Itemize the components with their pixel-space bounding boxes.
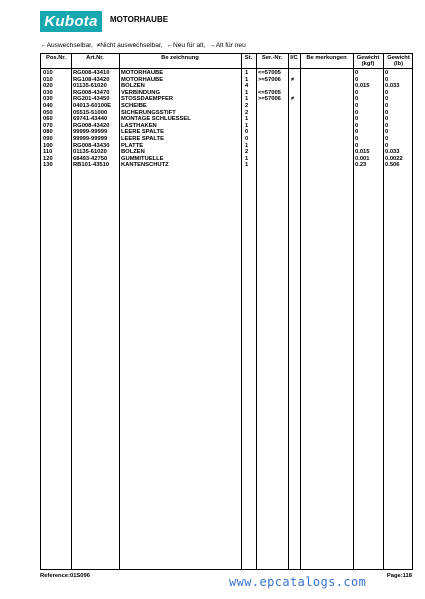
table-row <box>41 90 412 97</box>
cell-desc: LEERE SPALTE <box>121 129 164 136</box>
legend-item-old-for-new: →Alt für neu <box>209 42 246 49</box>
cell-pos: 130 <box>43 162 53 169</box>
cell-lb: 0 <box>385 70 389 76</box>
cell-pos: 090 <box>43 135 53 142</box>
table-row <box>41 123 412 130</box>
cell-qty: 1 <box>245 155 249 162</box>
cell-ic: ≠ <box>291 76 295 83</box>
cell-lb: 0.506 <box>385 162 400 169</box>
cell-desc: SCHEIBE <box>121 102 147 109</box>
cell-qty: 1 <box>245 96 249 103</box>
cell-art: RG008-43420 <box>73 122 110 129</box>
cell-pos: 010 <box>43 76 53 83</box>
cell-art: RG008-43430 <box>73 142 110 149</box>
header-divider <box>41 68 412 69</box>
header-description: Be zeichnung <box>161 55 199 61</box>
cell-kgf: 0 <box>355 76 359 83</box>
cell-art: 99999-99999 <box>73 129 108 136</box>
cell-pos: 030 <box>43 89 53 96</box>
cell-kgf: 0 <box>355 109 359 116</box>
cell-art: RB101-43510 <box>73 162 110 169</box>
cell-kgf: 0 <box>355 122 359 129</box>
cell-pos: 040 <box>43 102 53 109</box>
kubota-logo: Kubota <box>40 11 102 32</box>
header-art: Art.Nr. <box>86 55 104 61</box>
cell-lb: 0 <box>385 102 389 109</box>
legend <box>40 42 248 49</box>
cell-kgf: 0 <box>355 102 359 109</box>
cell-pos: 030 <box>43 96 53 103</box>
cell-art: 04013-60100E <box>73 102 112 109</box>
cell-lb: 0 <box>385 122 389 129</box>
table-row <box>41 70 412 77</box>
cell-kgf: 0 <box>355 96 359 103</box>
table-row <box>41 83 412 90</box>
cell-kgf: 0.001 <box>355 155 370 162</box>
table-row <box>41 77 412 84</box>
header-weight-kgf-line1: Gewicht <box>356 55 380 61</box>
cell-art: 05515-51000 <box>73 109 108 116</box>
cell-qty: 1 <box>245 142 249 149</box>
header-weight-lb <box>383 55 414 67</box>
cell-qty: 4 <box>245 83 249 90</box>
header-pos: Pos.Nr. <box>46 55 66 61</box>
cell-qty: 1 <box>245 76 249 83</box>
cell-qty: 1 <box>245 122 249 129</box>
header-weight-lb-line1: Gewicht <box>387 55 410 61</box>
cell-lb: 0 <box>385 109 389 116</box>
cell-lb: 0.033 <box>385 83 400 90</box>
cell-desc: MONTAGE SCHLUESSEL <box>121 116 191 123</box>
cell-lb: 0 <box>385 116 389 123</box>
header-quantity: St. <box>244 55 253 61</box>
cell-kgf: 0.23 <box>355 162 367 169</box>
cell-art: RG108-43420 <box>73 76 110 83</box>
cell-desc: SICHERUNGSSTIFT <box>121 109 176 116</box>
cell-lb: 0 <box>385 96 389 103</box>
page-number: Page:118 <box>386 573 412 579</box>
cell-pos: 070 <box>43 122 53 129</box>
cell-qty: 1 <box>245 89 249 96</box>
cell-qty: 2 <box>245 149 249 156</box>
legend-item-interchangeable: ←Auswechselbar, <box>40 42 93 49</box>
cell-desc: LEERE SPALTE <box>121 135 164 142</box>
cell-kgf: 0.015 <box>355 83 370 90</box>
cell-desc: KANTENSCHUTZ <box>121 162 169 169</box>
parts-table <box>40 53 413 570</box>
cell-pos: 020 <box>43 83 53 90</box>
table-row <box>41 116 412 123</box>
cell-desc: VERBINDUNG <box>121 89 160 96</box>
cell-lb: 0 <box>385 76 389 83</box>
cell-kgf: 0 <box>355 116 359 123</box>
cell-lb: 0 <box>385 129 389 136</box>
cell-pos: 060 <box>43 116 53 123</box>
legend-item-not-interchangeable: ≠Nicht auswechselbar, <box>96 42 163 49</box>
cell-qty: 1 <box>245 70 249 76</box>
cell-kgf: 0 <box>355 89 359 96</box>
cell-lb: 0 <box>385 135 389 142</box>
cell-art: RG008-43410 <box>73 70 110 76</box>
table-row <box>41 96 412 103</box>
cell-qty: 1 <box>245 162 249 169</box>
cell-lb: 0 <box>385 89 389 96</box>
cell-desc: STOSSDAEMPFER <box>121 96 174 103</box>
table-row <box>41 103 412 110</box>
cell-pos: 010 <box>43 70 53 76</box>
cell-desc: GUMMITUELLE <box>121 155 164 162</box>
cell-art: RG008-43470 <box>73 89 110 96</box>
cell-qty: 1 <box>245 116 249 123</box>
cell-desc: MOTORHAUBE <box>121 76 164 83</box>
header-weight-kgf-line2: (kgf) <box>361 61 375 68</box>
header-serial: Ser.-Nr. <box>261 55 283 61</box>
cell-art: 01135-61020 <box>73 149 107 156</box>
header-ic: I/C <box>290 55 298 61</box>
cell-ser: <=57005 <box>258 70 281 76</box>
cell-kgf: 0 <box>355 129 359 136</box>
table-row <box>41 136 412 143</box>
cell-qty: 2 <box>245 109 249 116</box>
cell-art: 99999-99999 <box>73 135 108 142</box>
cell-desc: BOLZEN <box>121 83 145 90</box>
header-weight-lb-line2: (lb) <box>393 61 403 68</box>
cell-lb: 0 <box>385 142 389 149</box>
cell-pos: 050 <box>43 109 53 116</box>
legend-item-new-for-old: ←Neu für alt, <box>166 42 206 49</box>
cell-kgf: 0 <box>355 142 359 149</box>
table-row <box>41 110 412 117</box>
table-row <box>41 162 412 169</box>
table-row <box>41 149 412 156</box>
header-remarks: Be merkungen <box>306 55 347 61</box>
table-row <box>41 143 412 150</box>
cell-desc: BOLZEN <box>121 149 145 156</box>
cell-desc: PLATTE <box>121 142 144 149</box>
table-row <box>41 156 412 163</box>
page-title: MOTORHAUBE <box>110 15 169 24</box>
cell-desc: MOTORHAUBE <box>121 70 164 76</box>
cell-qty: 2 <box>245 102 249 109</box>
cell-pos: 100 <box>43 142 53 149</box>
cell-kgf: 0 <box>355 135 359 142</box>
cell-art: 69741-43440 <box>73 116 108 123</box>
cell-art: 68493-42750 <box>73 155 108 162</box>
cell-art: RG201-43450 <box>73 96 110 103</box>
watermark-link[interactable]: www.epcatalogs.com <box>229 575 367 589</box>
parts-table-body <box>41 70 412 169</box>
cell-art: 01135-61020 <box>73 83 107 90</box>
header-weight-kgf <box>353 55 383 67</box>
cell-pos: 110 <box>43 149 53 156</box>
cell-qty: 0 <box>245 135 249 142</box>
cell-lb: 0.033 <box>385 149 400 156</box>
cell-pos: 080 <box>43 129 53 136</box>
cell-desc: LASTHAKEN <box>121 122 157 129</box>
reference-number: Reference:01S096 <box>40 573 90 579</box>
cell-kgf: 0.015 <box>355 149 370 156</box>
cell-lb: 0.0022 <box>385 155 403 162</box>
cell-ser: >=57006 <box>258 96 281 103</box>
cell-qty: 0 <box>245 129 249 136</box>
cell-kgf: 0 <box>355 70 359 76</box>
cell-ic: ≠ <box>291 96 295 103</box>
table-row <box>41 129 412 136</box>
cell-ser: >=57006 <box>258 76 281 83</box>
cell-ser: <=57005 <box>258 89 281 96</box>
cell-pos: 120 <box>43 155 53 162</box>
